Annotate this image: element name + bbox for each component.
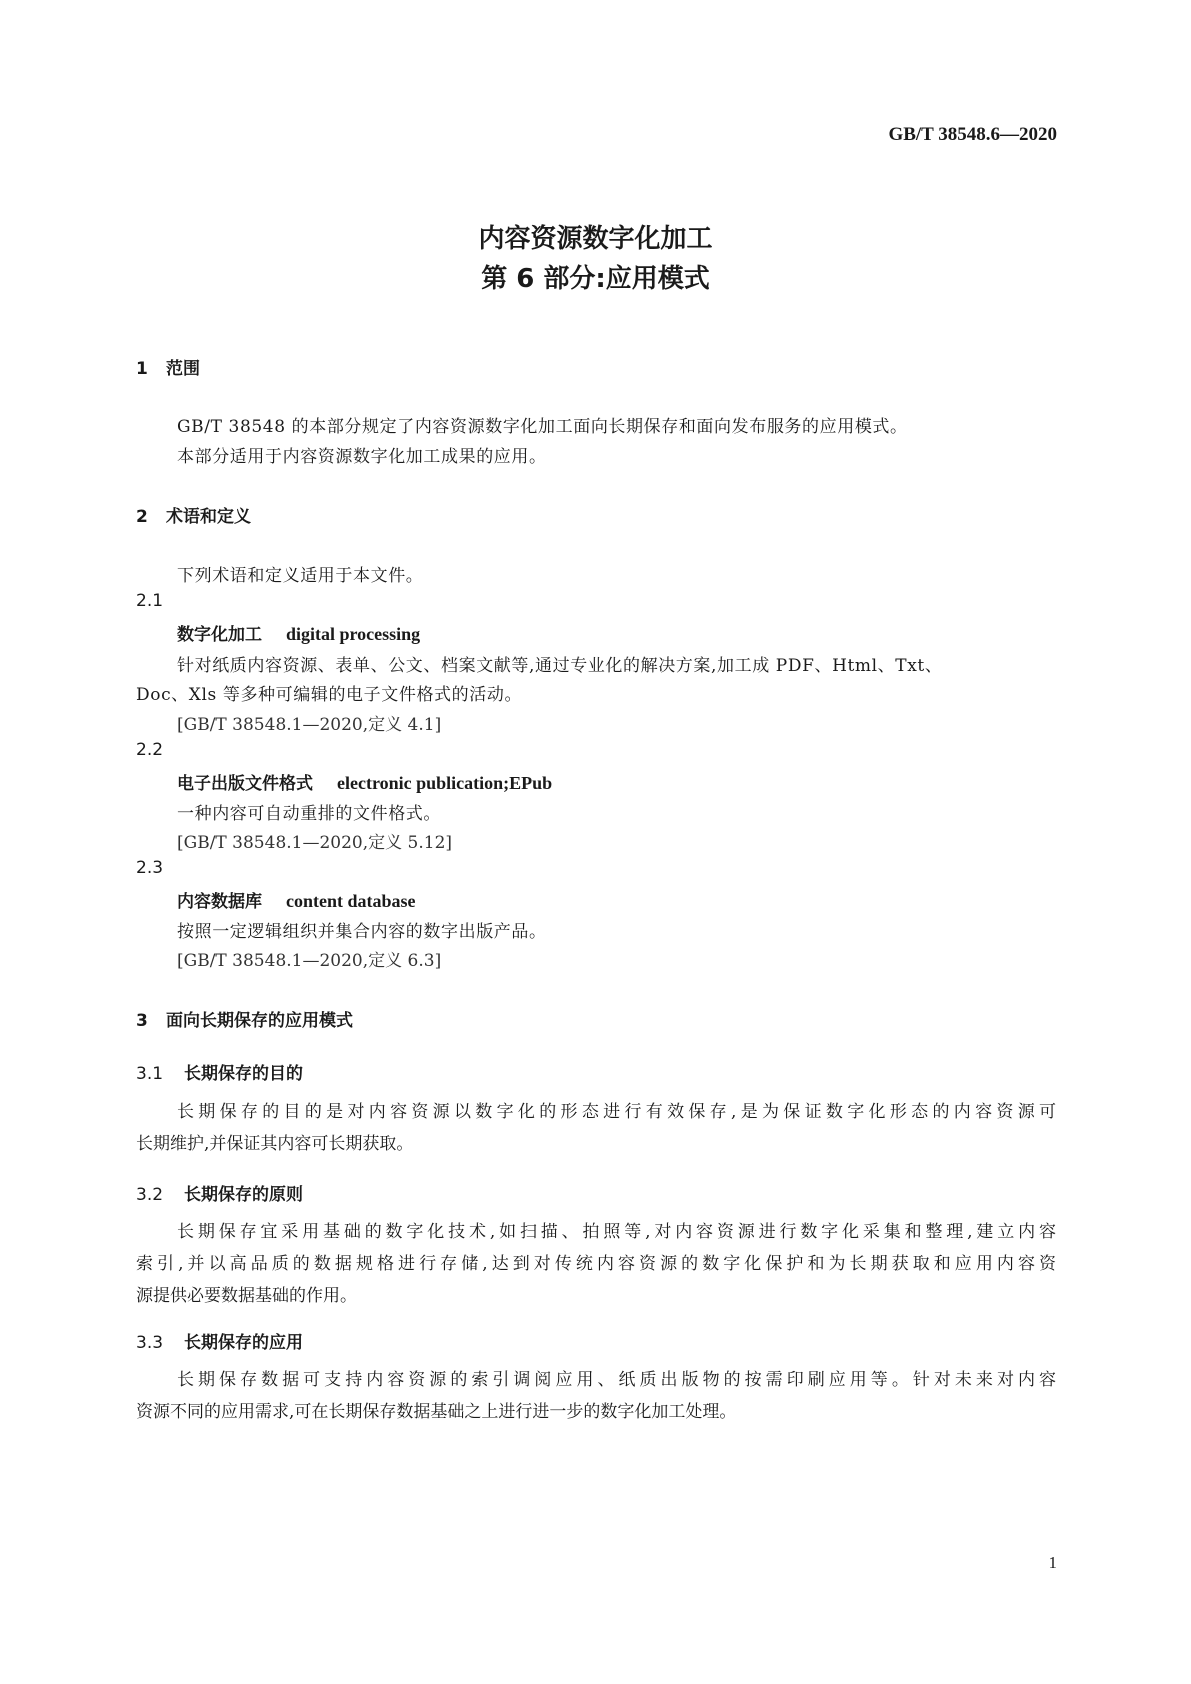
clause-3-3-heading (136, 1328, 303, 1353)
term-zh: 电子出版文件格式 (177, 774, 313, 794)
term-source: [GB/T 38548.1—2020,定义 5.12] (177, 833, 453, 853)
clause-number: 3.1 (136, 1064, 164, 1084)
clause-title: 长期保存的目的 (184, 1064, 303, 1084)
document-title: 内容资源数字化加工 (478, 224, 713, 254)
document-subtitle: 第 6 部分:应用模式 (481, 264, 710, 294)
term-zh: 数字化加工 (177, 625, 262, 645)
paragraph: 下列术语和定义适用于本文件。 (177, 566, 424, 586)
clause-3-1-heading (136, 1059, 303, 1084)
term-number: 2.2 (136, 740, 164, 760)
paragraph-line: 长期保存宜采用基础的数字化技术,如扫描、拍照等,对内容资源进行数字化采集和整理,建立内容 (177, 1222, 1056, 1242)
term-zh: 内容数据库 (177, 892, 262, 912)
page-number: 1 (1048, 1553, 1057, 1572)
paragraph-line: 索引,并以高品质的数据规格进行存储,达到对传统内容资源的数字化保护和为长期获取和应用内容资 (136, 1254, 1056, 1274)
term-en: digital processing (286, 624, 421, 644)
clause-title: 长期保存的原则 (184, 1185, 303, 1205)
section-title: 术语和定义 (166, 507, 251, 527)
section-2-heading (136, 502, 251, 527)
paragraph-line: 资源不同的应用需求,可在长期保存数据基础之上进行进一步的数字化加工处理。 (136, 1402, 737, 1422)
section-1-heading (136, 354, 200, 379)
term-entry (177, 620, 420, 645)
section-title: 范围 (166, 359, 200, 379)
term-source: [GB/T 38548.1—2020,定义 4.1] (177, 715, 442, 735)
paragraph: GB/T 38548 的本部分规定了内容资源数字化加工面向长期保存和面向发布服务的应用模式。 (177, 417, 908, 437)
section-number: 3 (136, 1011, 148, 1031)
paragraph-line: 源提供必要数据基础的作用。 (136, 1286, 357, 1306)
paragraph-line: 长期维护,并保证其内容可长期获取。 (136, 1134, 414, 1154)
clause-3-1-body (136, 1096, 1056, 1160)
section-number: 1 (136, 359, 148, 379)
clause-number: 3.2 (136, 1185, 164, 1205)
term-entry (177, 769, 552, 794)
standard-number: GB/T 38548.6—2020 (888, 124, 1057, 145)
paragraph-line: 长期保存的目的是对内容资源以数字化的形态进行有效保存,是为保证数字化形态的内容资源可 (177, 1102, 1056, 1122)
term-entry (177, 887, 416, 912)
term-definition: Doc、Xls 等多种可编辑的电子文件格式的活动。 (136, 685, 523, 705)
paragraph: 本部分适用于内容资源数字化加工成果的应用。 (177, 447, 547, 467)
term-definition: 针对纸质内容资源、表单、公文、档案文献等,通过专业化的解决方案,加工成 PDF、Html、Txt、 (177, 656, 943, 676)
term-number: 2.3 (136, 858, 164, 878)
clause-3-2-heading (136, 1180, 303, 1205)
term-definition: 一种内容可自动重排的文件格式。 (177, 804, 441, 824)
clause-3-3-body (136, 1364, 1056, 1428)
term-en: electronic publication;EPub (337, 773, 553, 793)
section-number: 2 (136, 507, 148, 527)
clause-3-2-body (136, 1216, 1056, 1312)
term-number: 2.1 (136, 591, 164, 611)
paragraph-line: 长期保存数据可支持内容资源的索引调阅应用、纸质出版物的按需印刷应用等。针对未来对内容 (177, 1370, 1056, 1390)
clause-title: 长期保存的应用 (184, 1333, 303, 1353)
term-en: content database (286, 891, 416, 911)
clause-number: 3.3 (136, 1333, 164, 1353)
section-title: 面向长期保存的应用模式 (166, 1011, 353, 1031)
term-definition: 按照一定逻辑组织并集合内容的数字出版产品。 (177, 922, 547, 942)
term-source: [GB/T 38548.1—2020,定义 6.3] (177, 951, 442, 971)
section-3-heading (136, 1006, 353, 1031)
